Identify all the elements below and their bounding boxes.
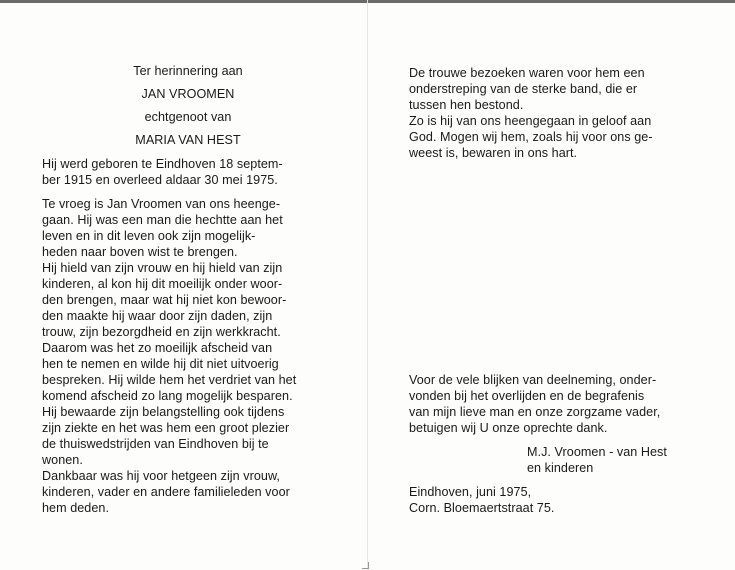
text-line: Te vroeg is Jan Vroomen van ons heenge- — [42, 197, 281, 211]
text-line: Hij hield van zijn vrouw en hij hield van zijn — [42, 261, 283, 275]
text-line: Zo is hij van ons heengegaan in geloof aan — [409, 114, 652, 128]
thanks-line: Voor de vele blijken van deelneming, onder- — [409, 373, 657, 387]
text-line: tussen hen bestond. — [409, 98, 524, 112]
spouse-intro: echtgenoot van — [144, 110, 232, 124]
text-line: weest is, bewaren in ons hart. — [409, 146, 578, 160]
text-line: den brengen, maar wat hij niet kon bewoor- — [42, 293, 287, 307]
text-line: Dankbaar was hij voor hetgeen zijn vrouw, — [42, 469, 280, 483]
text-line: hen te nemen en wilde hij dit niet uitvoerig — [42, 357, 279, 371]
deceased-name: JAN VROOMEN — [141, 87, 235, 101]
text-line: kinderen, al kon hij dit moeilijk onder woor- — [42, 277, 283, 291]
text-line: leven en in dit leven ook zijn mogelijk- — [42, 229, 256, 243]
text-line: onderstreping van de sterke band, die er — [409, 82, 638, 96]
text-line: bespreken. Hij wilde hem het verdriet van het — [42, 373, 297, 387]
address: Corn. Bloemaertstraat 75. — [409, 501, 555, 515]
text-line: Daarom was het zo moeilijk afscheid van — [42, 341, 273, 355]
fold-line — [367, 0, 368, 570]
text-line: God. Mogen wij hem, zoals hij voor ons ge- — [409, 130, 653, 144]
header-in-memory: Ter herinnering aan — [133, 64, 243, 78]
text-line: Hij bewaarde zijn belangstelling ook tijdens — [42, 405, 285, 419]
text-line: zijn ziekte en het was hem een groot plezier — [42, 421, 290, 435]
text-line: den maakte hij waar door zijn daden, zijn — [42, 309, 273, 323]
thanks-line: van mijn lieve man en onze zorgzame vader, — [409, 405, 661, 419]
text-line: gaan. Hij was een man die hechtte aan het — [42, 213, 283, 227]
text-line: trouw, zijn bezorgdheid en zijn werkkracht. — [42, 325, 281, 339]
text-line: kinderen, vader en andere familieleden voor — [42, 485, 290, 499]
signature-family: en kinderen — [527, 461, 594, 475]
text-line: wonen. — [42, 453, 83, 467]
text-line: komend afscheid zo lang mogelijk besparen. — [42, 389, 293, 403]
text-line: De trouwe bezoeken waren voor hem een — [409, 66, 645, 80]
text-line: hem deden. — [42, 501, 110, 515]
text-line: heden naar boven wist te brengen. — [42, 245, 238, 259]
text-line: de thuiswedstrijden van Eindhoven bij te — [42, 437, 269, 451]
place-date: Eindhoven, juni 1975, — [409, 485, 532, 499]
birth-line-2: ber 1915 en overleed aldaar 30 mei 1975. — [42, 173, 278, 187]
birth-line-1: Hij werd geboren te Eindhoven 18 septem- — [42, 157, 283, 171]
thanks-line: betuigen wij U onze oprechte dank. — [409, 421, 608, 435]
thanks-line: vonden bij het overlijden en de begrafenis — [409, 389, 645, 403]
spouse-name: MARIA VAN HEST — [135, 133, 241, 147]
signature-name: M.J. Vroomen - van Hest — [527, 445, 667, 459]
fold-mark — [362, 562, 369, 569]
